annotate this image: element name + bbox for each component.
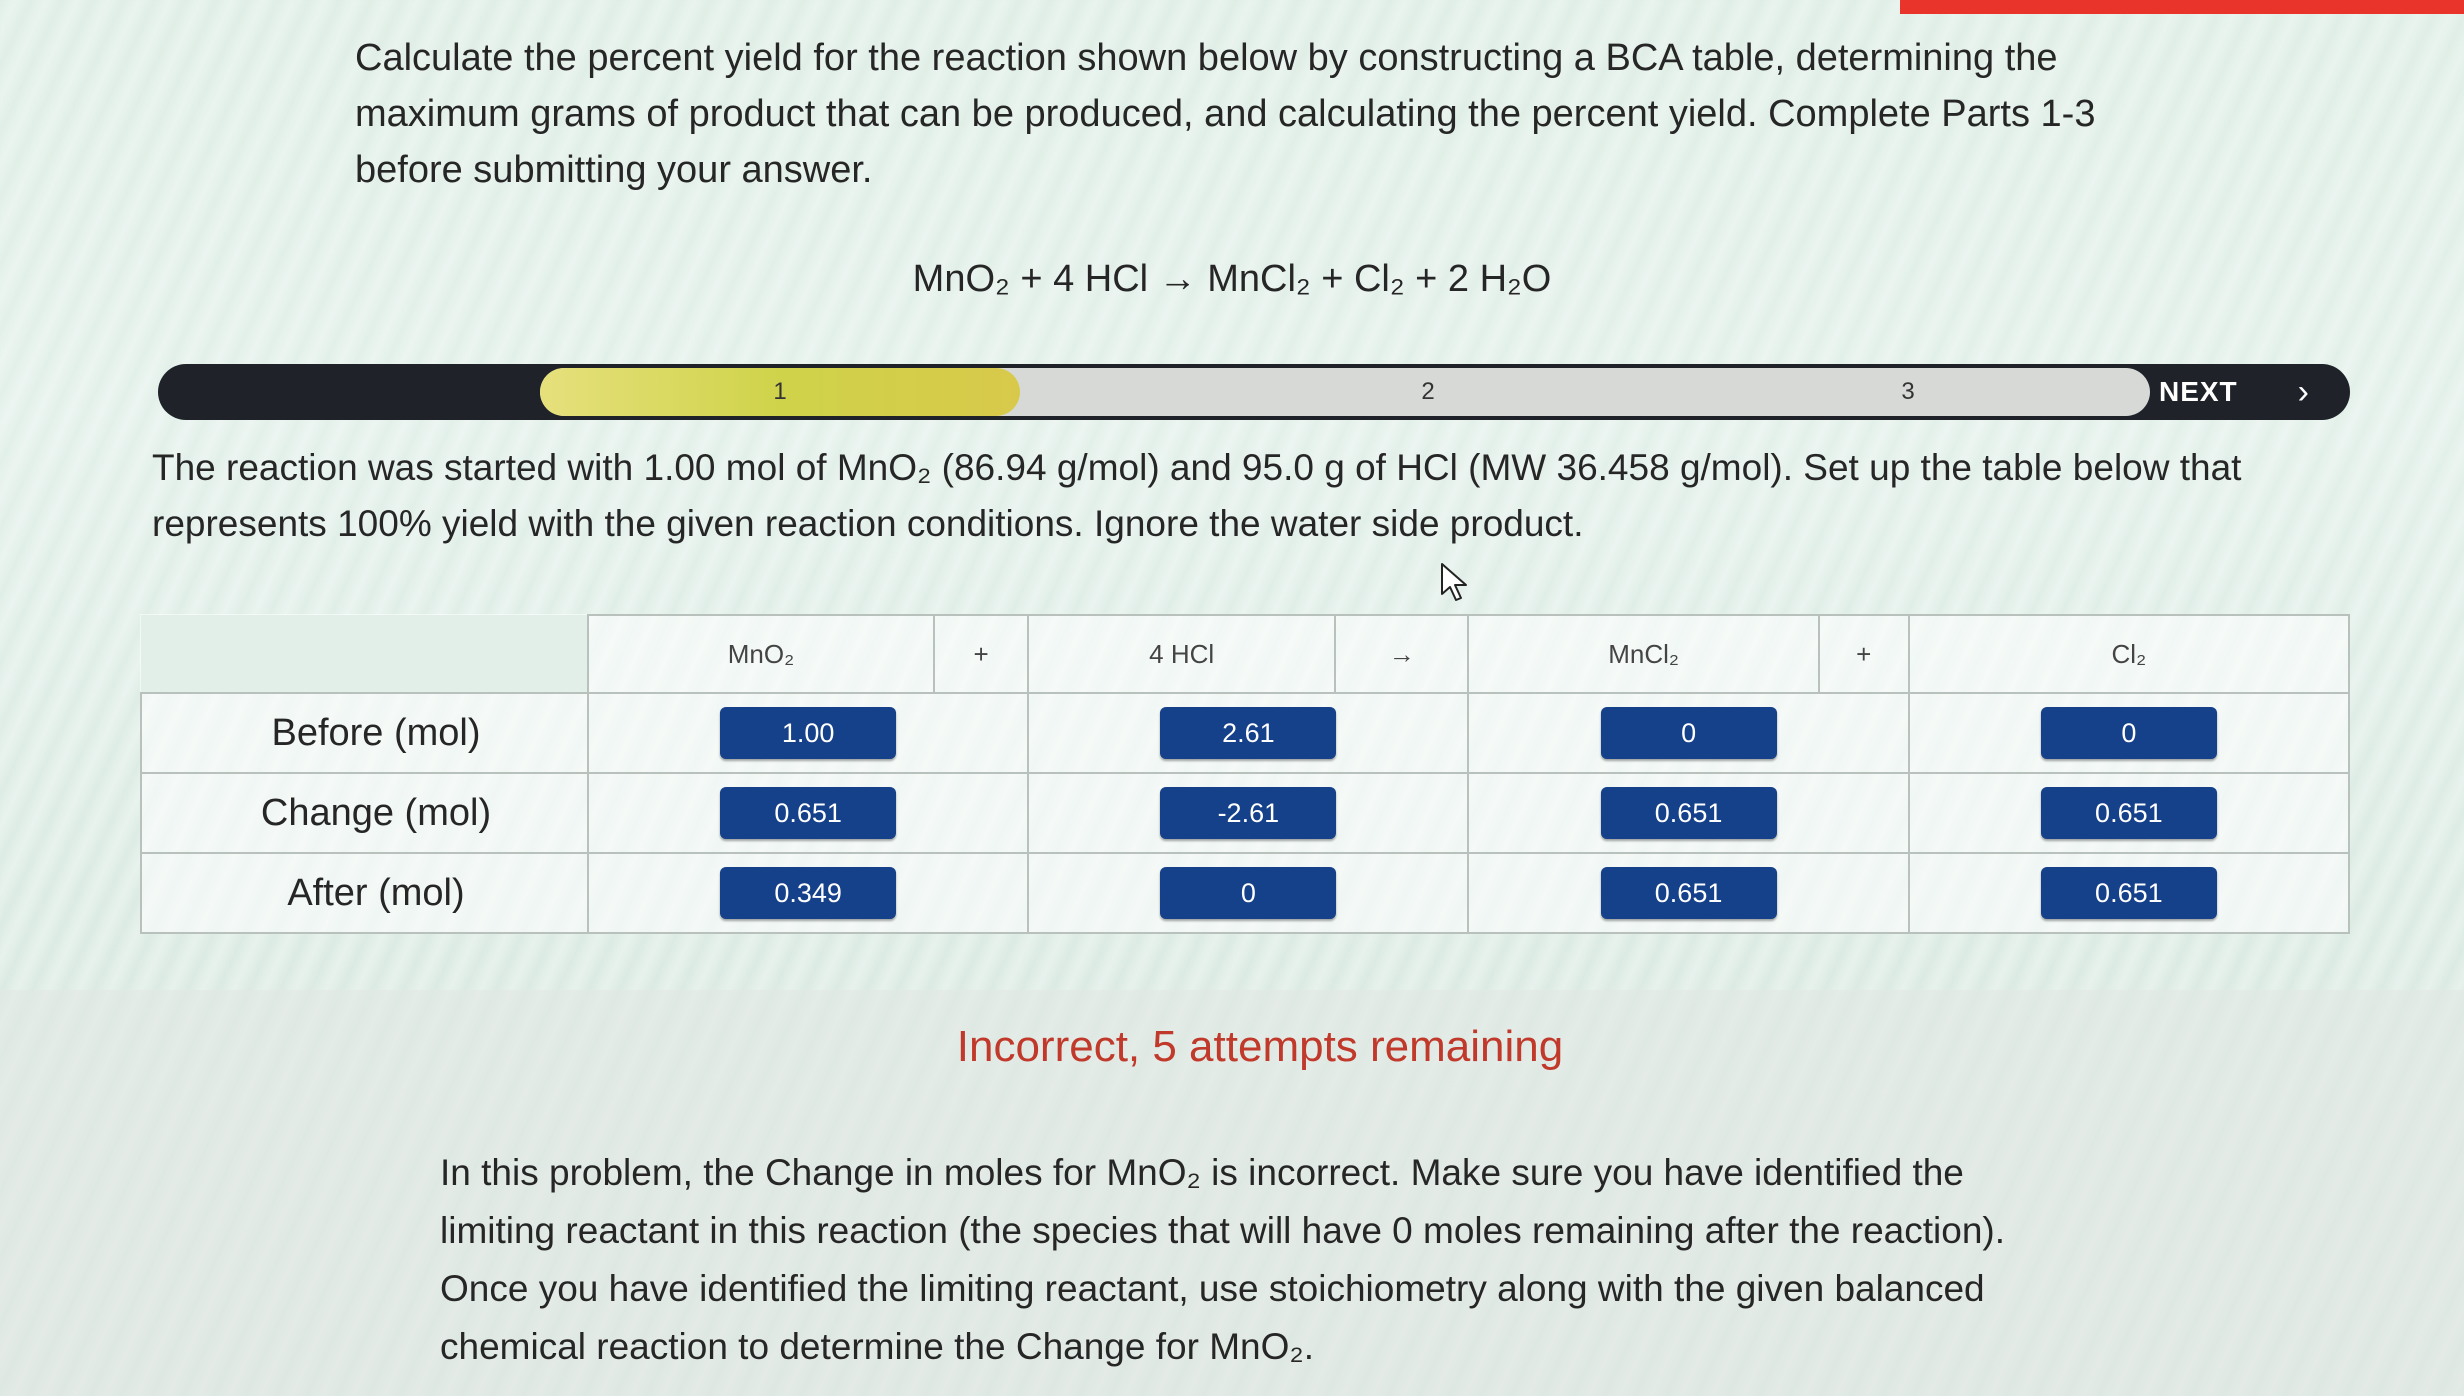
table-row (141, 853, 2349, 933)
before-hcl-cell[interactable]: 2.61 (1160, 707, 1336, 759)
before-mncl2-cell[interactable]: 0 (1601, 707, 1777, 759)
table-row (141, 693, 2349, 773)
header-cl2: Cl₂ (1909, 615, 2349, 693)
next-button-label: NEXT (2158, 376, 2238, 407)
step-1[interactable]: 1 (540, 368, 1020, 416)
top-accent-bar (1900, 0, 2464, 14)
part-progress-bar (158, 364, 2350, 420)
question-intro: Calculate the percent yield for the reaction shown below by constructing a BCA table, determining the maximum grams of product that can be produced, and calculating the percent yield. Complete Parts 1-3 before submitting your answer. (355, 37, 2096, 191)
change-cl2-cell[interactable]: 0.651 (2041, 787, 2217, 839)
chevron-right-icon: › (2297, 373, 2310, 411)
after-cl2-cell[interactable]: 0.651 (2041, 867, 2217, 919)
part-instructions: The reaction was started with 1.00 mol of MnO₂ (86.94 g/mol) and 95.0 g of HCl (MW 36.458 g/mol). Set up the table below that represents 100% yield with the given reaction conditions. Ignore the water side product. (152, 447, 2242, 544)
before-mno2-cell[interactable]: 1.00 (720, 707, 896, 759)
header-hcl: 4 HCl (1028, 615, 1335, 693)
after-mncl2-cell[interactable]: 0.651 (1601, 867, 1777, 919)
mouse-cursor-icon (1440, 562, 1470, 602)
step-2[interactable]: 2 (1421, 378, 1435, 405)
feedback-status: Incorrect, 5 attempts remaining (956, 1022, 1564, 1071)
bca-header-row (141, 615, 2349, 693)
change-mno2-cell[interactable]: 0.651 (720, 787, 896, 839)
header-corner (141, 615, 588, 693)
row-label-after: After (mol) (141, 853, 588, 933)
row-label-before: Before (mol) (141, 693, 588, 773)
header-plus-1: + (934, 615, 1028, 693)
feedback-message: In this problem, the Change in moles for MnO₂ is incorrect. Make sure you have identified the limiting reactant in this reaction (the species that will have 0 moles remaining after the reaction). Once you have identified the limiting reactant, use stoichiometry along with the given balanced chemical reaction to determine the Change for MnO₂. (440, 1152, 2006, 1367)
after-mno2-cell[interactable]: 0.349 (720, 867, 896, 919)
row-label-change: Change (mol) (141, 773, 588, 853)
chemical-equation: MnO₂ + 4 HCl → MnCl₂ + Cl₂ + 2 H₂O (912, 258, 1552, 300)
step-3[interactable]: 3 (1901, 378, 1915, 405)
after-hcl-cell[interactable]: 0 (1160, 867, 1336, 919)
header-plus-2: + (1819, 615, 1909, 693)
header-arrow: → (1335, 615, 1468, 693)
change-hcl-cell[interactable]: -2.61 (1160, 787, 1336, 839)
next-button[interactable] (2159, 368, 2310, 416)
bca-table (140, 614, 2350, 934)
change-mncl2-cell[interactable]: 0.651 (1601, 787, 1777, 839)
table-row (141, 773, 2349, 853)
before-cl2-cell[interactable]: 0 (2041, 707, 2217, 759)
header-mncl2: MnCl₂ (1468, 615, 1818, 693)
header-mno2: MnO₂ (588, 615, 934, 693)
